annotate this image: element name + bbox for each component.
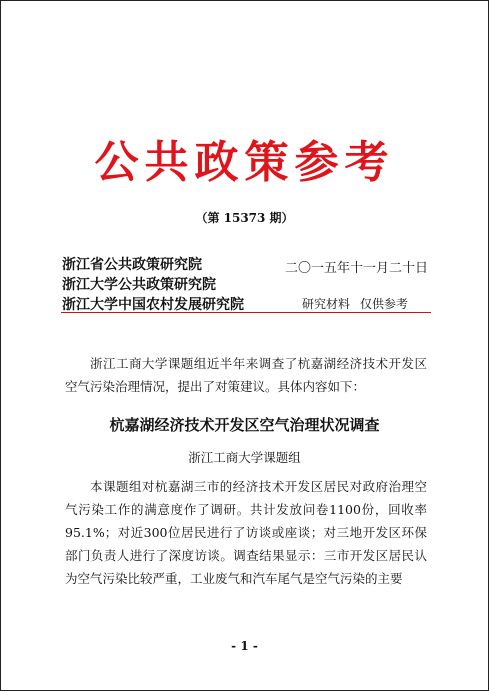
page-number: - 1 -	[231, 639, 258, 653]
header-divider	[61, 312, 431, 313]
material-label: 研究材料	[302, 297, 351, 311]
body-paragraph: 本课题组对杭嘉湖三市的经济技术开发区居民对政府治理空气污染工作的满意度作了调研。共计发放问卷1100份，回收率95.1%；对近300位居民进行了访谈或座谈；对三地开发区环保部门负责人进行了深度访谈。调查结果显示：三市开发区居民认为空气污染比较严重，工业废气和汽车尾气是空气污染的主要	[65, 479, 427, 586]
issue-number: （第 15373 期）	[195, 211, 294, 225]
organization-name: 浙江大学公共政策研究院	[62, 277, 216, 293]
publication-date: 二〇一五年十一月二十日	[285, 261, 429, 276]
material-mark	[302, 295, 408, 312]
intro-paragraph: 浙江工商大学课题组近半年来调查了杭嘉湖经济技术开发区空气污染治理情况，提出了对策建议。具体内容如下：	[65, 356, 427, 394]
organization-list	[62, 255, 244, 315]
article-title: 杭嘉湖经济技术开发区空气治理状况调查	[109, 416, 380, 434]
organization-name: 浙江大学中国农村发展研究院	[62, 297, 244, 313]
masthead-title: 公共政策参考	[94, 137, 395, 188]
organization-name: 浙江省公共政策研究院	[62, 257, 202, 273]
reference-label: 仅供参考	[360, 297, 409, 311]
article-author: 浙江工商大学课题组	[188, 450, 301, 465]
